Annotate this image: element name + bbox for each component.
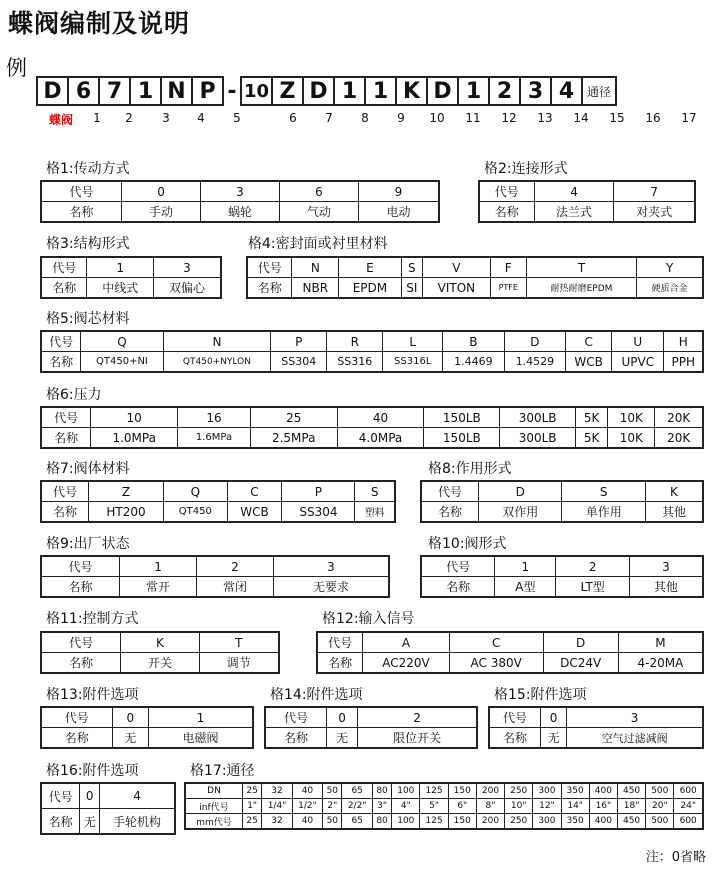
cell: 1	[495, 556, 556, 577]
table-s1	[40, 180, 440, 223]
cell: C	[566, 331, 612, 352]
cell: 1	[120, 556, 197, 577]
cell: 双偏心	[154, 278, 222, 299]
code-char: 1	[457, 76, 488, 106]
section-title: 格11:控制方式	[46, 611, 139, 627]
cell: 400	[589, 783, 617, 799]
code-dash: -	[222, 76, 240, 106]
cell: 3	[629, 556, 703, 577]
cell: 50	[323, 814, 342, 830]
cell: 对夹式	[614, 202, 695, 223]
cell: 名称	[317, 653, 363, 674]
cell: 25	[242, 814, 261, 830]
cell: 名称	[41, 577, 120, 598]
cell: 法兰式	[534, 202, 614, 223]
cell: Q	[164, 481, 227, 502]
cell: WCB	[566, 352, 612, 373]
cell: H	[664, 331, 703, 352]
table-s2	[478, 180, 696, 223]
cell: 中线式	[87, 278, 154, 299]
cell: 代号	[41, 257, 87, 278]
index-label: 15	[609, 111, 625, 125]
cell: 代号	[41, 783, 80, 809]
cell: 10K	[608, 407, 655, 428]
cell: 手轮机构	[100, 809, 175, 835]
table-s5	[40, 330, 704, 373]
section-title: 格6:压力	[46, 387, 102, 403]
cell: B	[443, 331, 505, 352]
code-char: 4	[550, 76, 581, 106]
cell: 24"	[674, 799, 703, 814]
code-char: 1	[364, 76, 395, 106]
cell: 无	[112, 728, 148, 749]
cell: 300	[533, 814, 561, 830]
cell: Y	[637, 257, 703, 278]
cell: QT450+NI	[81, 352, 163, 373]
cell: 450	[617, 783, 645, 799]
cell: 16"	[589, 799, 617, 814]
cell: 名称	[247, 278, 292, 299]
cell: 3	[154, 257, 222, 278]
cell: 气动	[279, 202, 358, 223]
section-title: 格7:阀体材料	[46, 461, 130, 477]
cell: 常闭	[197, 577, 274, 598]
cell: L	[383, 331, 443, 352]
cell: 65	[342, 783, 372, 799]
cell: EPDM	[339, 278, 401, 299]
cell: P	[282, 481, 355, 502]
cell: 2"	[323, 799, 342, 814]
index-label: 5	[233, 111, 241, 125]
cell: 20"	[646, 799, 674, 814]
cell: 40	[337, 407, 424, 428]
index-label: 14	[573, 111, 589, 125]
cell: 150LB	[424, 407, 500, 428]
cell: E	[339, 257, 401, 278]
section-title: 格12:输入信号	[322, 611, 415, 627]
index-label: 3	[162, 111, 170, 125]
cell: PTFE	[490, 278, 526, 299]
cell: 16	[178, 407, 251, 428]
cell: 32	[262, 783, 292, 799]
cell: 250	[505, 783, 533, 799]
section-title: 格14:附件选项	[270, 687, 363, 703]
table-s9	[40, 555, 390, 598]
cell: 150	[448, 814, 476, 830]
code-char: 3	[519, 76, 550, 106]
cell: 100	[392, 814, 420, 830]
cell: 65	[342, 814, 372, 830]
cell: 开关	[121, 653, 199, 674]
section-title: 格1:传动方式	[46, 161, 130, 177]
cell: QT450	[164, 502, 227, 523]
cell: 5K	[575, 407, 607, 428]
section-title: 格2:连接形式	[484, 161, 568, 177]
cell: SS304	[282, 502, 355, 523]
cell: 常开	[120, 577, 197, 598]
cell: 4	[100, 783, 175, 809]
cell: 250	[505, 814, 533, 830]
cell: 300LB	[500, 407, 576, 428]
cell: 2	[358, 707, 477, 728]
cell: K	[645, 481, 703, 502]
code-char: 1	[129, 76, 160, 106]
cell: 其他	[629, 577, 703, 598]
code-word: 通径	[581, 76, 617, 106]
code-char: 7	[98, 76, 129, 106]
cell: AC220V	[363, 653, 450, 674]
cell: 代号	[41, 556, 120, 577]
cell: 200	[476, 783, 504, 799]
cell: 14"	[561, 799, 589, 814]
cell: 0	[540, 707, 566, 728]
cell: S	[401, 257, 422, 278]
cell: 名称	[41, 278, 87, 299]
cell: 0	[80, 783, 100, 809]
cell: 200	[476, 814, 504, 830]
cell: 1	[148, 707, 253, 728]
cell: 限位开关	[358, 728, 477, 749]
cell: Q	[81, 331, 163, 352]
cell: 代号	[41, 407, 91, 428]
index-label: 6	[289, 111, 297, 125]
index-label: 16	[645, 111, 661, 125]
cell: SS316L	[383, 352, 443, 373]
index-label: 13	[537, 111, 553, 125]
table-s11	[40, 631, 280, 674]
cell: V	[423, 257, 491, 278]
cell: 调节	[199, 653, 279, 674]
section-title: 格16:附件选项	[46, 763, 139, 779]
cell: 名称	[41, 728, 112, 749]
cell: R	[327, 331, 383, 352]
table-s14	[264, 706, 478, 749]
cell: 空气过滤减阀	[567, 728, 703, 749]
code-char: N	[160, 76, 191, 106]
cell: 电磁阀	[148, 728, 253, 749]
cell: 手动	[122, 202, 201, 223]
cell: 4"	[392, 799, 420, 814]
cell: 代号	[265, 707, 326, 728]
footnote: 注：0省略	[645, 850, 706, 865]
code-char: K	[395, 76, 426, 106]
code-char: P	[191, 76, 222, 106]
cell: 2.5MPa	[250, 428, 337, 449]
example-label: 例	[6, 56, 27, 80]
cell: 500	[646, 814, 674, 830]
table-s16	[40, 782, 176, 835]
cell: 25	[250, 407, 337, 428]
cell: 代号	[41, 331, 81, 352]
cell: 300	[533, 783, 561, 799]
cell: 无要求	[274, 577, 390, 598]
cell: 名称	[265, 728, 326, 749]
cell: K	[121, 632, 199, 653]
cell: 20K	[655, 407, 703, 428]
cell: inf代号	[185, 799, 242, 814]
cell: 25	[242, 783, 261, 799]
cell: N	[163, 331, 271, 352]
cell: 9	[358, 181, 439, 202]
cell: 双作用	[479, 502, 562, 523]
cell: 5K	[575, 428, 607, 449]
cell: 40	[292, 783, 322, 799]
cell: QT450+NYLON	[163, 352, 271, 373]
cell: 50	[323, 783, 342, 799]
cell: 名称	[41, 502, 89, 523]
section-title: 格15:附件选项	[494, 687, 587, 703]
cell: 塑料	[355, 502, 395, 523]
cell: D	[479, 481, 562, 502]
code-char: Z	[271, 76, 302, 106]
section-title: 格9:出厂状态	[46, 536, 130, 552]
cell: 8"	[476, 799, 504, 814]
cell: 125	[420, 783, 448, 799]
cell: 名称	[421, 577, 495, 598]
index-label: 7	[325, 111, 333, 125]
cell: A型	[495, 577, 556, 598]
index-label: 9	[397, 111, 405, 125]
page-title: 蝶阀编制及说明	[8, 9, 191, 38]
code-char: D	[302, 76, 333, 106]
cell: NBR	[292, 278, 339, 299]
cell: 名称	[41, 202, 122, 223]
cell: 代号	[41, 707, 112, 728]
cell: 300LB	[500, 428, 576, 449]
cell: 名称	[41, 809, 80, 835]
cell: 32	[262, 814, 292, 830]
cell: 名称	[41, 653, 121, 674]
cell: 1.4469	[443, 352, 505, 373]
cell: Z	[89, 481, 164, 502]
index-label-first: 蝶阀	[48, 113, 73, 127]
cell: M	[618, 632, 703, 653]
table-s4	[246, 256, 704, 299]
table-s15	[488, 706, 704, 749]
cell: 代号	[317, 632, 363, 653]
index-label: 12	[501, 111, 517, 125]
index-label: 10	[429, 111, 445, 125]
cell: 代号	[247, 257, 292, 278]
cell: 10	[91, 407, 178, 428]
cell: 10K	[608, 428, 655, 449]
index-label: 1	[93, 111, 101, 125]
cell: 3"	[372, 799, 391, 814]
cell: 名称	[421, 502, 479, 523]
cell: 350	[561, 783, 589, 799]
cell: SI	[401, 278, 422, 299]
cell: AC 380V	[449, 653, 543, 674]
cell: 150	[448, 783, 476, 799]
cell: 代号	[479, 181, 534, 202]
cell: 400	[589, 814, 617, 830]
cell: HT200	[89, 502, 164, 523]
cell: 耐热耐磨EPDM	[526, 278, 637, 299]
table-s8	[420, 480, 704, 523]
cell: 其他	[645, 502, 703, 523]
cell: 150LB	[424, 428, 500, 449]
cell: 7	[614, 181, 695, 202]
index-label: 4	[197, 111, 205, 125]
cell: 5"	[420, 799, 448, 814]
section-title: 格13:附件选项	[46, 687, 139, 703]
cell: 1/4"	[262, 799, 292, 814]
index-label: 17	[681, 111, 697, 125]
cell: 6"	[448, 799, 476, 814]
cell: mm代号	[185, 814, 242, 830]
cell: 3	[201, 181, 280, 202]
table-s7	[40, 480, 396, 523]
cell: 0	[112, 707, 148, 728]
section-title: 格10:阀形式	[428, 536, 507, 552]
cell: 100	[392, 783, 420, 799]
cell: 3	[567, 707, 703, 728]
cell: T	[199, 632, 279, 653]
cell: 0	[326, 707, 357, 728]
cell: DN	[185, 783, 242, 799]
cell: PPH	[664, 352, 703, 373]
cell: 1	[87, 257, 154, 278]
cell: C	[227, 481, 282, 502]
cell: F	[490, 257, 526, 278]
cell: 2/2"	[342, 799, 372, 814]
cell: 1.4529	[504, 352, 566, 373]
cell: U	[612, 331, 664, 352]
cell: 1.0MPa	[91, 428, 178, 449]
section-title: 格17:通径	[190, 763, 255, 779]
table-s12	[316, 631, 704, 674]
cell: WCB	[227, 502, 282, 523]
cell: S	[355, 481, 395, 502]
cell: 电动	[358, 202, 439, 223]
cell: 600	[674, 814, 703, 830]
index-label: 8	[361, 111, 369, 125]
cell: P	[271, 331, 327, 352]
code-char: 10	[240, 76, 271, 106]
cell: 1/2"	[292, 799, 322, 814]
cell: 20K	[655, 428, 703, 449]
cell: 代号	[41, 481, 89, 502]
cell: 80	[372, 783, 391, 799]
cell: 无	[80, 809, 100, 835]
cell: 名称	[489, 728, 540, 749]
cell: A	[363, 632, 450, 653]
cell: 硬质合金	[637, 278, 703, 299]
table-s17	[184, 782, 704, 830]
cell: 4-20MA	[618, 653, 703, 674]
section-title: 格3:结构形式	[46, 236, 130, 252]
cell: N	[292, 257, 339, 278]
code-char: D	[36, 76, 67, 106]
cell: 代号	[489, 707, 540, 728]
cell: 4	[534, 181, 614, 202]
cell: 名称	[41, 428, 91, 449]
code-char: 1	[333, 76, 364, 106]
cell: T	[526, 257, 637, 278]
cell: 6	[279, 181, 358, 202]
cell: 80	[372, 814, 391, 830]
cell: 18"	[617, 799, 645, 814]
example-code	[36, 76, 617, 106]
cell: 40	[292, 814, 322, 830]
cell: D	[504, 331, 566, 352]
cell: VITON	[423, 278, 491, 299]
cell: 12"	[533, 799, 561, 814]
index-label: 11	[465, 111, 481, 125]
cell: DC24V	[543, 653, 618, 674]
cell: SS304	[271, 352, 327, 373]
cell: 无	[326, 728, 357, 749]
cell: SS316	[327, 352, 383, 373]
table-s13	[40, 706, 254, 749]
cell: 10"	[505, 799, 533, 814]
cell: 4.0MPa	[337, 428, 424, 449]
cell: 代号	[421, 556, 495, 577]
cell: 无	[540, 728, 566, 749]
cell: 蜗轮	[201, 202, 280, 223]
cell: 0	[122, 181, 201, 202]
code-char: 6	[67, 76, 98, 106]
table-s3	[40, 256, 222, 299]
index-label: 2	[125, 111, 133, 125]
section-title: 格8:作用形式	[428, 461, 512, 477]
cell: 1.6MPa	[178, 428, 251, 449]
cell: D	[543, 632, 618, 653]
cell: 代号	[41, 632, 121, 653]
cell: 350	[561, 814, 589, 830]
table-s10	[420, 555, 704, 598]
code-char: D	[426, 76, 457, 106]
cell: 1"	[242, 799, 261, 814]
section-title: 格4:密封面或衬里材料	[248, 236, 388, 252]
section-title: 格5:阀芯材料	[46, 311, 130, 327]
cell: 450	[617, 814, 645, 830]
cell: 代号	[41, 181, 122, 202]
cell: 代号	[421, 481, 479, 502]
cell: 名称	[479, 202, 534, 223]
cell: 500	[646, 783, 674, 799]
cell: 2	[197, 556, 274, 577]
cell: LT型	[556, 577, 629, 598]
cell: 2	[556, 556, 629, 577]
code-char: 2	[488, 76, 519, 106]
cell: C	[449, 632, 543, 653]
cell: 125	[420, 814, 448, 830]
cell: 600	[674, 783, 703, 799]
cell: S	[562, 481, 645, 502]
cell: 名称	[41, 352, 81, 373]
cell: UPVC	[612, 352, 664, 373]
cell: 单作用	[562, 502, 645, 523]
cell: 3	[274, 556, 390, 577]
table-s6	[40, 406, 704, 449]
